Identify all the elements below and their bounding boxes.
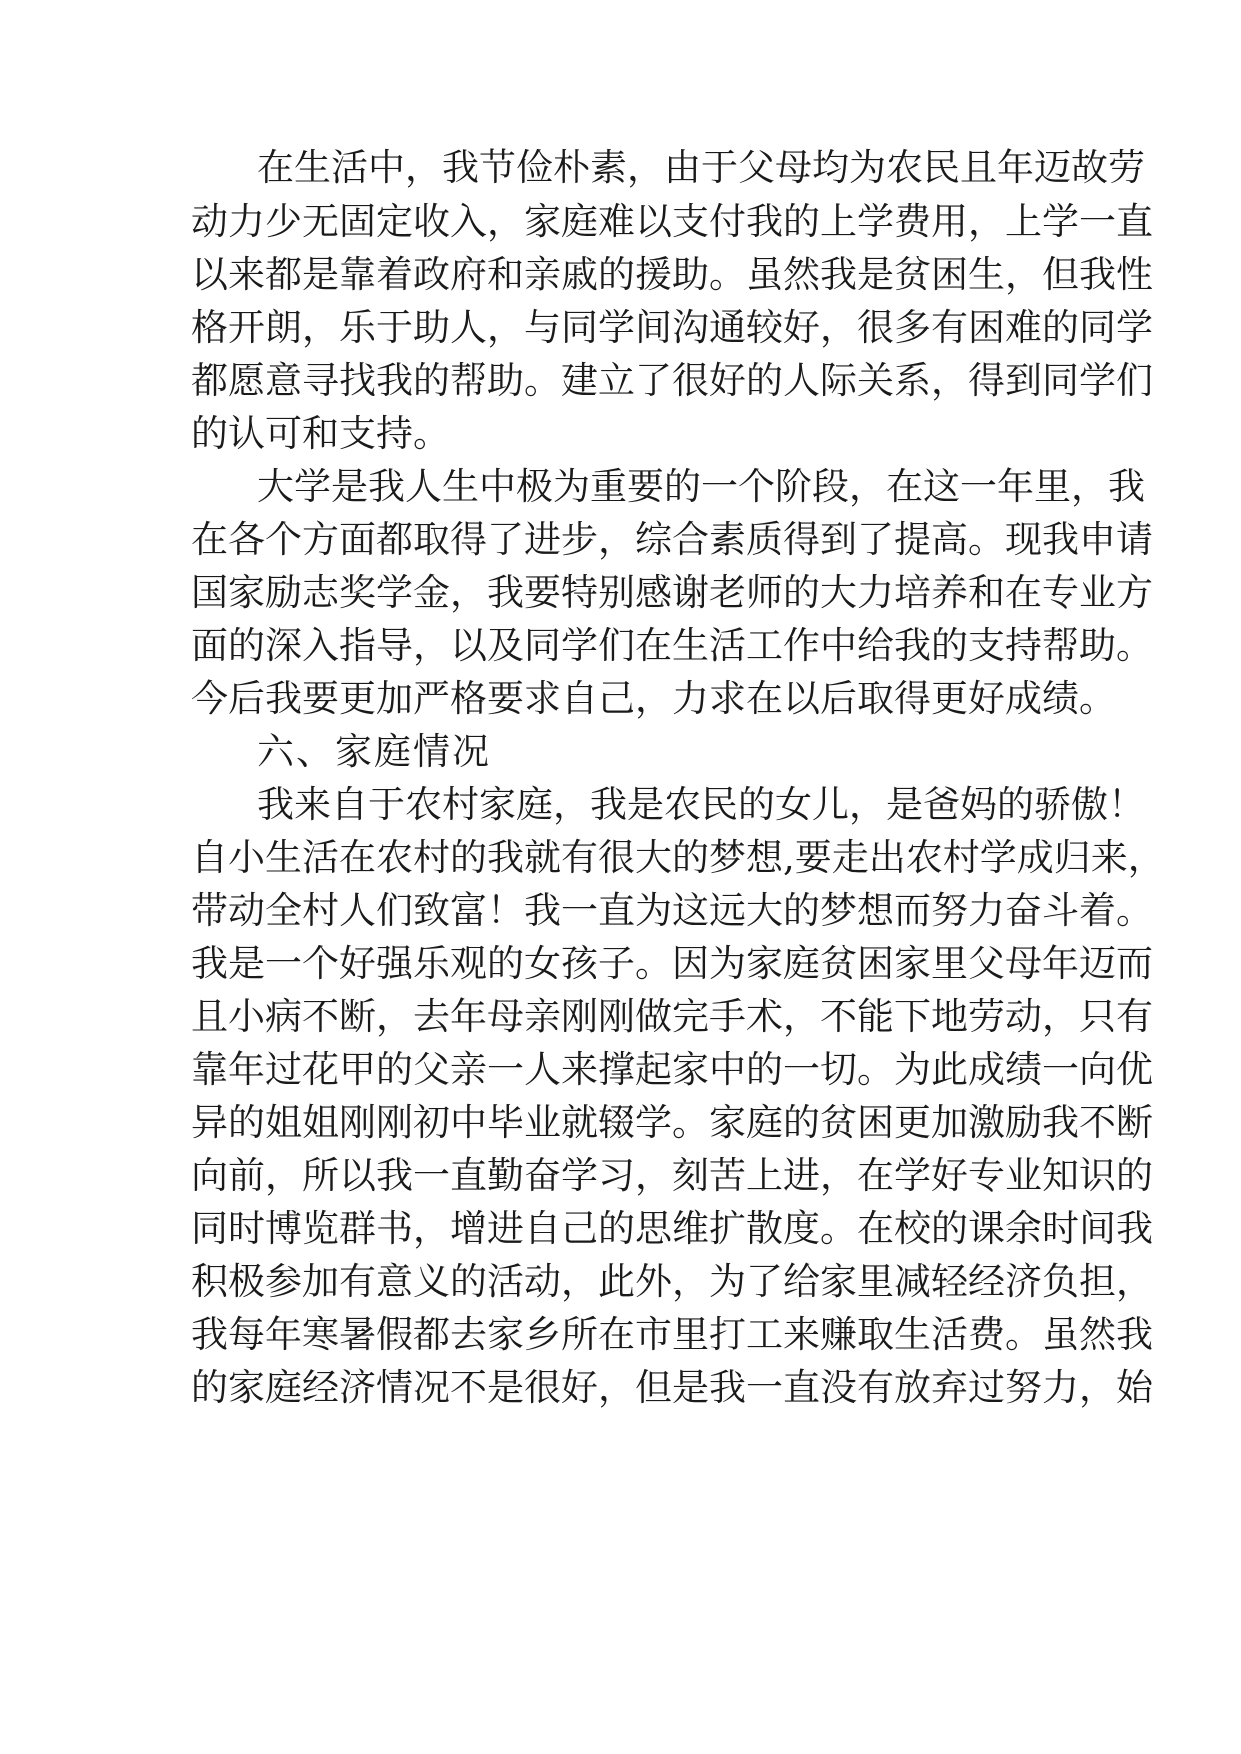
paragraph-3-line-3: 带动全村人们致富！我一直为这远大的梦想而努力奋斗着。: [191, 889, 1153, 932]
paragraph-3-line-1: 我来自于农村家庭，我是农民的女儿，是爸妈的骄傲！: [257, 783, 1145, 826]
paragraph-1-line-1: 在生活中，我节俭朴素，由于父母均为农民且年迈故劳: [257, 146, 1145, 189]
paragraph-3-line-8: 向前，所以我一直勤奋学习，刻苦上进，在学好专业知识的: [191, 1154, 1153, 1197]
paragraph-2-line-3: 国家励志奖学金，我要特别感谢老师的大力培养和在专业方: [191, 571, 1153, 614]
paragraph-2-line-2: 在各个方面都取得了进步，综合素质得到了提高。现我申请: [191, 518, 1153, 561]
paragraph-1-line-6: 的认可和支持。: [191, 412, 450, 455]
paragraph-3-line-10: 积极参加有意义的活动，此外，为了给家里减轻经济负担，: [191, 1260, 1153, 1303]
paragraph-3-line-11: 我每年寒暑假都去家乡所在市里打工来赚取生活费。虽然我: [191, 1313, 1153, 1356]
paragraph-3-line-7: 异的姐姐刚刚初中毕业就辍学。家庭的贫困更加激励我不断: [191, 1101, 1153, 1144]
section-heading: 六、家庭情况: [257, 730, 491, 773]
paragraph-3-line-5: 且小病不断，去年母亲刚刚做完手术，不能下地劳动，只有: [191, 995, 1153, 1038]
paragraph-3-line-6: 靠年过花甲的父亲一人来撑起家中的一切。为此成绩一向优: [191, 1048, 1153, 1091]
paragraph-2-line-5: 今后我要更加严格要求自己，力求在以后取得更好成绩。: [191, 677, 1116, 720]
paragraph-1-line-3: 以来都是靠着政府和亲戚的援助。虽然我是贫困生，但我性: [191, 253, 1153, 296]
paragraph-3-line-2: 自小生活在农村的我就有很大的梦想,要走出农村学成归来，: [191, 836, 1165, 879]
paragraph-1-line-4: 格开朗，乐于助人，与同学间沟通较好，很多有困难的同学: [191, 306, 1153, 349]
paragraph-2-line-4: 面的深入指导，以及同学们在生活工作中给我的支持帮助。: [191, 624, 1153, 667]
paragraph-1-line-5: 都愿意寻找我的帮助。建立了很好的人际关系，得到同学们: [191, 359, 1153, 402]
paragraph-3-line-12: 的家庭经济情况不是很好，但是我一直没有放弃过努力，始: [191, 1366, 1153, 1409]
paragraph-3-line-9: 同时博览群书，增进自己的思维扩散度。在校的课余时间我: [191, 1207, 1153, 1250]
paragraph-1-line-2: 动力少无固定收入，家庭难以支付我的上学费用，上学一直: [191, 200, 1153, 243]
paragraph-3-line-4: 我是一个好强乐观的女孩子。因为家庭贫困家里父母年迈而: [191, 942, 1153, 985]
paragraph-2-line-1: 大学是我人生中极为重要的一个阶段，在这一年里，我: [257, 465, 1145, 508]
